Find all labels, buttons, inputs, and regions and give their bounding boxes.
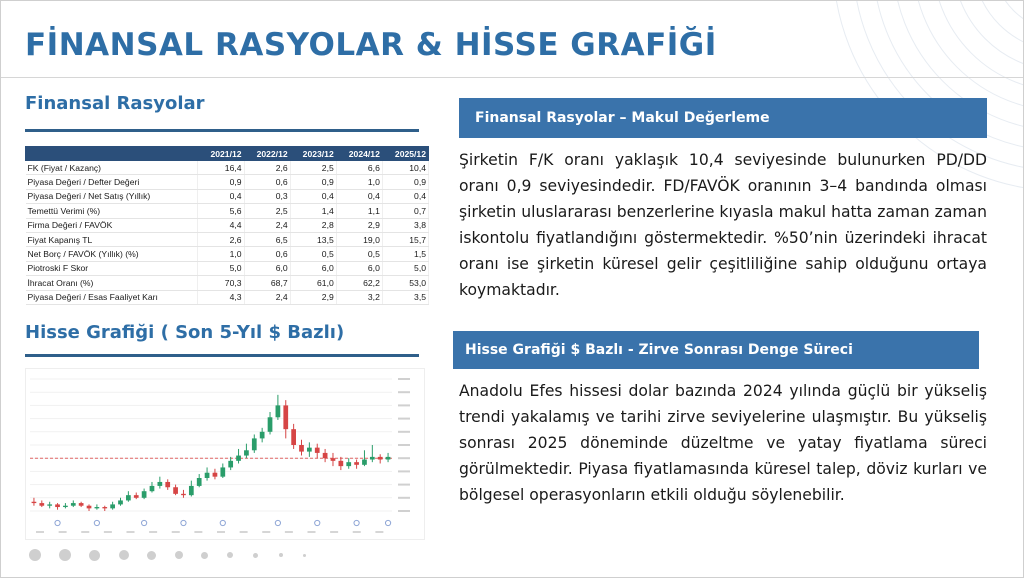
table-cell: 0,9 xyxy=(290,175,336,189)
candle-body xyxy=(79,503,84,506)
page-dot xyxy=(119,550,129,560)
table-cell: 0,3 xyxy=(244,189,290,203)
candle-body xyxy=(157,482,162,486)
candle-body xyxy=(252,438,257,450)
page-dot xyxy=(147,551,156,560)
table-cell: 0,4 xyxy=(290,189,336,203)
table-row xyxy=(26,247,429,261)
row-label: Firma Değeri / FAVÖK xyxy=(26,218,198,232)
row-label: Temettü Verimi (%) xyxy=(26,204,198,218)
table-cell: 3,8 xyxy=(382,218,428,232)
table-cell: 2,9 xyxy=(290,290,336,304)
candle-body xyxy=(150,486,155,491)
table-cell: 0,9 xyxy=(198,175,244,189)
header-cell: 2025/12 xyxy=(382,147,428,161)
candle-body xyxy=(323,453,328,458)
x-axis-tick xyxy=(308,531,316,533)
table-cell: 5,0 xyxy=(198,261,244,275)
event-marker xyxy=(315,520,320,525)
event-marker xyxy=(181,520,186,525)
header-cell: 2023/12 xyxy=(290,147,336,161)
candle-body xyxy=(110,504,115,508)
x-axis-tick xyxy=(353,531,361,533)
candle-body xyxy=(142,491,147,498)
candle-body xyxy=(346,462,351,466)
row-label: Piotroski F Skor xyxy=(26,261,198,275)
table-cell: 1,0 xyxy=(198,247,244,261)
table-cell: 3,2 xyxy=(336,290,382,304)
event-marker xyxy=(275,520,280,525)
row-label: Fiyat Kapanış TL xyxy=(26,232,198,246)
event-marker xyxy=(55,520,60,525)
y-axis-tick xyxy=(398,444,410,446)
table-cell: 19,0 xyxy=(336,232,382,246)
table-cell: 2,4 xyxy=(244,218,290,232)
ratios-heading: Finansal Rasyolar xyxy=(25,93,205,114)
row-label: İhracat Oranı (%) xyxy=(26,276,198,290)
candle-body xyxy=(260,432,265,439)
event-marker xyxy=(354,520,359,525)
table-cell: 0,4 xyxy=(336,189,382,203)
table-cell: 62,2 xyxy=(336,276,382,290)
header-cell: 2021/12 xyxy=(198,147,244,161)
table-cell: 13,5 xyxy=(290,232,336,246)
chart-heading-rule xyxy=(25,354,419,357)
table-cell: 0,7 xyxy=(382,204,428,218)
candle-body xyxy=(354,462,359,465)
x-axis-tick xyxy=(375,531,383,533)
candle-body xyxy=(165,482,170,487)
ratios-table xyxy=(25,146,429,305)
row-label: Piyasa Değeri / Net Satış (Yıllık) xyxy=(26,189,198,203)
table-cell: 0,6 xyxy=(244,175,290,189)
y-axis-tick xyxy=(398,431,410,433)
candle-body xyxy=(370,457,375,460)
candle-body xyxy=(134,495,139,498)
candle-body xyxy=(181,494,186,495)
candlestick-chart xyxy=(26,369,426,541)
y-axis-tick xyxy=(398,391,410,393)
candle-body xyxy=(126,495,131,500)
y-axis-tick xyxy=(398,497,410,499)
candle-body xyxy=(276,405,281,417)
x-axis-tick xyxy=(217,531,225,533)
candle-body xyxy=(213,473,218,477)
x-axis-tick xyxy=(285,531,293,533)
ratios-table-header xyxy=(26,147,429,161)
row-label: FK (Fiyat / Kazanç) xyxy=(26,161,198,175)
candle-body xyxy=(95,507,100,508)
candle-body xyxy=(39,503,44,506)
x-axis-tick xyxy=(127,531,135,533)
candle-body xyxy=(189,486,194,495)
candle-body xyxy=(87,506,92,509)
candle-body xyxy=(268,417,273,432)
header-cell: 2024/12 xyxy=(336,147,382,161)
ratios-heading-rule xyxy=(25,129,419,132)
row-label: Piyasa Değeri / Esas Faaliyet Karı xyxy=(26,290,198,304)
table-row xyxy=(26,276,429,290)
candle-body xyxy=(307,448,312,452)
page-dot xyxy=(175,551,183,559)
pagination-dots xyxy=(25,545,425,565)
valuation-banner: Finansal Rasyolar – Makul Değerleme xyxy=(459,98,987,138)
candle-body xyxy=(291,429,296,445)
event-marker xyxy=(385,520,390,525)
table-cell: 2,6 xyxy=(198,232,244,246)
table-cell: 6,0 xyxy=(336,261,382,275)
table-row xyxy=(26,175,429,189)
page-dot xyxy=(253,553,258,558)
page-dot xyxy=(201,552,208,559)
y-axis-tick xyxy=(398,470,410,472)
candle-body xyxy=(236,456,241,461)
candle-body xyxy=(299,445,304,452)
candle-body xyxy=(386,457,391,460)
table-row xyxy=(26,218,429,232)
chart-banner: Hisse Grafiği $ Bazlı - Zirve Sonrası Denge Süreci xyxy=(453,331,979,369)
candle-body xyxy=(173,487,178,494)
table-cell: 53,0 xyxy=(382,276,428,290)
table-cell: 15,7 xyxy=(382,232,428,246)
y-axis-tick xyxy=(398,378,410,380)
event-marker xyxy=(220,520,225,525)
page-dot xyxy=(29,549,41,561)
candle-body xyxy=(378,457,383,460)
candle-body xyxy=(55,504,60,507)
table-cell: 6,0 xyxy=(290,261,336,275)
table-cell: 68,7 xyxy=(244,276,290,290)
page-title: FİNANSAL RASYOLAR & HİSSE GRAFİĞİ xyxy=(25,27,717,63)
page-dot xyxy=(279,553,283,557)
x-axis-tick xyxy=(36,531,44,533)
table-cell: 6,6 xyxy=(336,161,382,175)
stock-chart xyxy=(25,368,425,540)
table-cell: 1,0 xyxy=(336,175,382,189)
table-cell: 3,5 xyxy=(382,290,428,304)
table-cell: 6,5 xyxy=(244,232,290,246)
y-axis-tick xyxy=(398,404,410,406)
table-cell: 1,5 xyxy=(382,247,428,261)
table-cell: 0,4 xyxy=(382,189,428,203)
event-marker xyxy=(142,520,147,525)
chart-paragraph: Anadolu Efes hissesi dolar bazında 2024 yılında güçlü bir yükseliş trendi yakalamış ve tarihi zirve seviyelerine ulaşmıştır. Bu yükseliş sonrası 2025 döneminde düzeltme ve yatay fiyatlama süreci görülmektedir. Piyasa fiyatlamasında küresel talep, döviz kurları ve bölgesel operasyonların etkili olduğu söylenebilir. xyxy=(459,382,987,504)
page-dot xyxy=(59,549,71,561)
candle-body xyxy=(47,504,52,505)
table-cell: 5,6 xyxy=(198,204,244,218)
table-cell: 4,4 xyxy=(198,218,244,232)
table-cell: 0,5 xyxy=(336,247,382,261)
candle-body xyxy=(283,405,288,429)
row-label: Net Borç / FAVÖK (Yıllık) (%) xyxy=(26,247,198,261)
title-divider xyxy=(1,77,1024,78)
x-axis-tick xyxy=(330,531,338,533)
table-cell: 0,9 xyxy=(382,175,428,189)
table-cell: 2,8 xyxy=(290,218,336,232)
valuation-paragraph: Şirketin F/K oranı yaklaşık 10,4 seviyesinde bulunurken PD/DD oranı 0,9 seviyesindedir. FD/FAVÖK oranının 3–4 bandında olması şirketin uluslararası benzerlerine kıyasla makul hatta zaman zaman iskontolu fiyatlandığını göstermektedir. %50’nin üzerindeki ihracat oranı ise şirketin küresel gelir çeşitliliğine sahip olduğunu ortaya koymaktadır. xyxy=(459,151,987,299)
candle-body xyxy=(63,506,68,507)
candle-body xyxy=(32,502,37,503)
y-axis-tick xyxy=(398,510,410,512)
candle-body xyxy=(197,478,202,486)
table-cell: 5,0 xyxy=(382,261,428,275)
page-dot xyxy=(227,552,233,558)
candle-body xyxy=(331,458,336,461)
table-cell: 2,5 xyxy=(290,161,336,175)
table-cell: 0,4 xyxy=(198,189,244,203)
candle-body xyxy=(315,448,320,453)
x-axis-tick xyxy=(262,531,270,533)
candle-body xyxy=(362,460,367,465)
page-dot xyxy=(303,554,306,557)
x-axis-tick xyxy=(81,531,89,533)
table-cell: 0,5 xyxy=(290,247,336,261)
row-label: Piyasa Değeri / Defter Değeri xyxy=(26,175,198,189)
table-row xyxy=(26,290,429,304)
table-cell: 6,0 xyxy=(244,261,290,275)
y-axis-tick xyxy=(398,484,410,486)
x-axis-tick xyxy=(149,531,157,533)
page-dot xyxy=(89,550,100,561)
table-cell: 2,5 xyxy=(244,204,290,218)
table-row xyxy=(26,232,429,246)
table-row xyxy=(26,204,429,218)
table-row xyxy=(26,189,429,203)
table-cell: 2,6 xyxy=(244,161,290,175)
y-axis-tick xyxy=(398,418,410,420)
table-cell: 1,1 xyxy=(336,204,382,218)
table-cell: 2,9 xyxy=(336,218,382,232)
x-axis-tick xyxy=(172,531,180,533)
candle-body xyxy=(228,461,233,468)
candle-body xyxy=(338,461,343,466)
table-cell: 4,3 xyxy=(198,290,244,304)
x-axis-tick xyxy=(59,531,67,533)
table-cell: 61,0 xyxy=(290,276,336,290)
table-cell: 2,4 xyxy=(244,290,290,304)
table-cell: 16,4 xyxy=(198,161,244,175)
candle-body xyxy=(71,503,76,506)
chart-heading: Hisse Grafiği ( Son 5-Yıl $ Bazlı) xyxy=(25,322,345,343)
candle-body xyxy=(220,467,225,476)
y-axis-tick xyxy=(398,457,410,459)
candle-body xyxy=(118,500,123,504)
table-cell: 0,6 xyxy=(244,247,290,261)
event-marker xyxy=(94,520,99,525)
table-cell: 10,4 xyxy=(382,161,428,175)
x-axis-tick xyxy=(240,531,248,533)
table-cell: 70,3 xyxy=(198,276,244,290)
header-cell: 2022/12 xyxy=(244,147,290,161)
candle-body xyxy=(102,507,107,508)
candle-body xyxy=(205,473,210,478)
table-cell: 1,4 xyxy=(290,204,336,218)
header-cell xyxy=(26,147,198,161)
candle-body xyxy=(244,450,249,455)
x-axis-tick xyxy=(104,531,112,533)
table-row xyxy=(26,261,429,275)
table-row xyxy=(26,161,429,175)
x-axis-tick xyxy=(194,531,202,533)
